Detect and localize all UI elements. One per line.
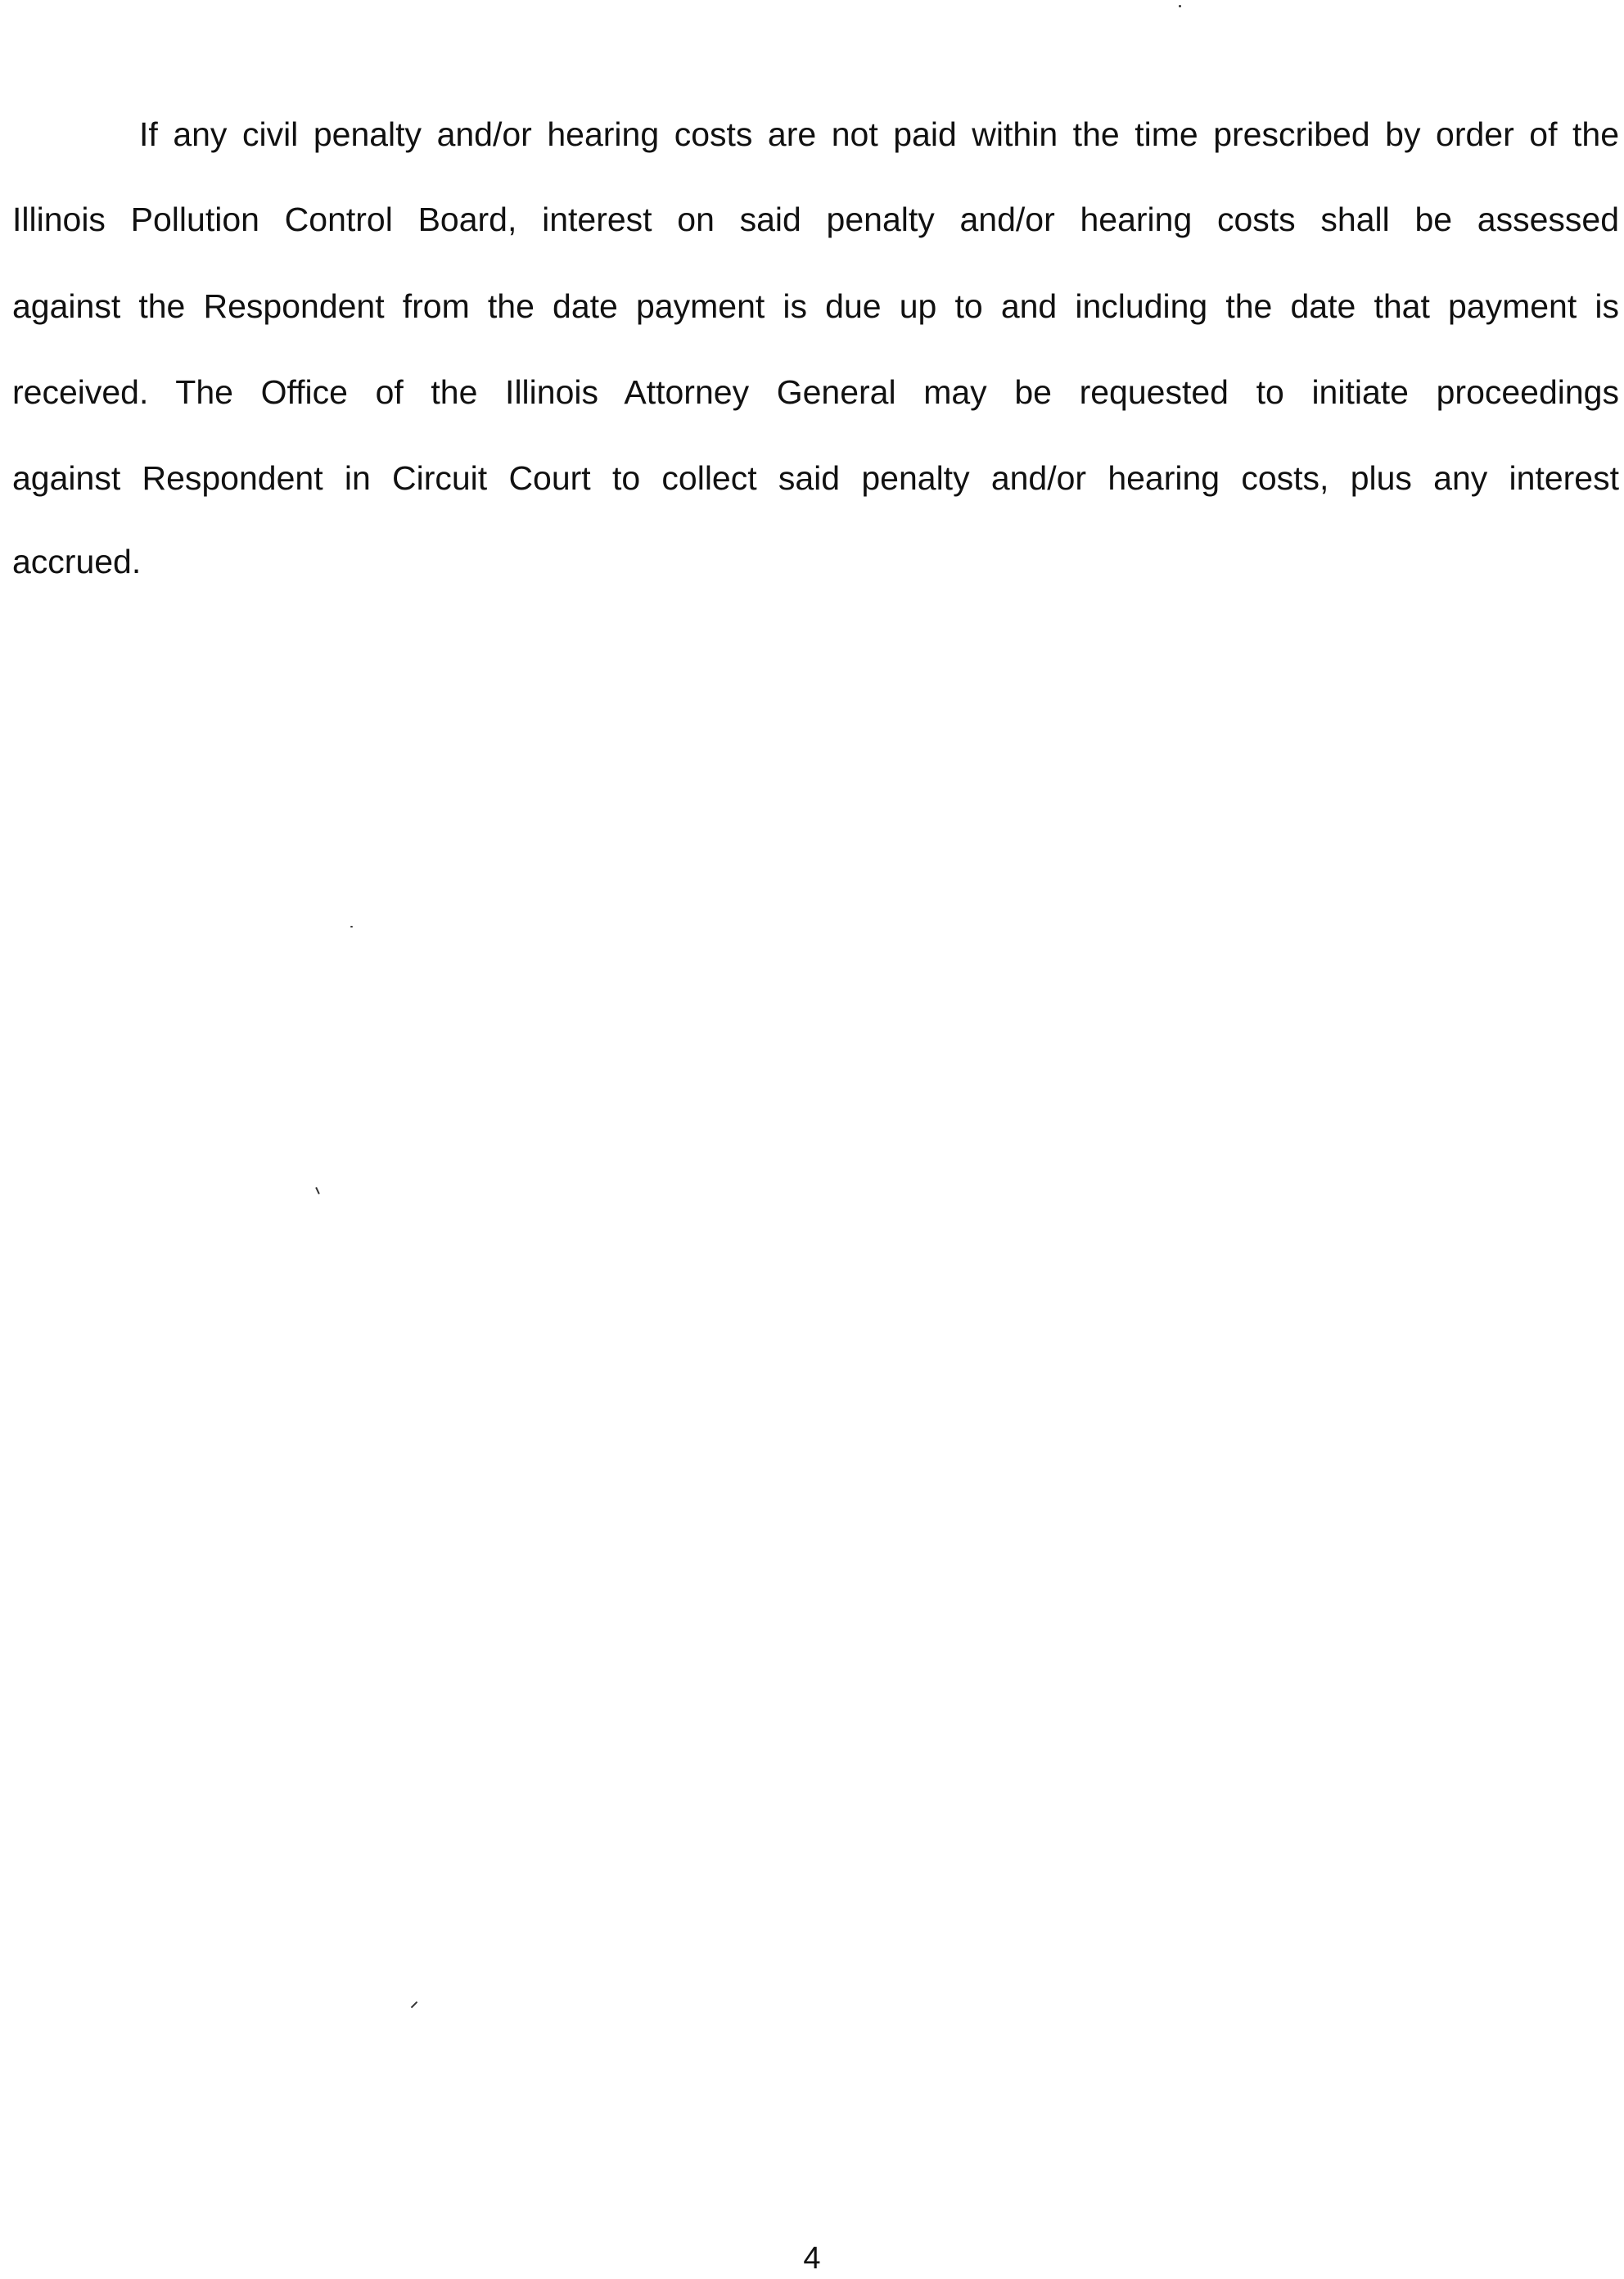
paragraph-line: against the Respondent from the date payment is due up to and including the date that payment is [12,287,1619,325]
page-number: 4 [803,2241,821,2276]
paragraph-line: accrued. [12,543,142,580]
paragraph-line: If any civil penalty and/or hearing costs are not paid within the time prescribed by order of the [139,115,1619,153]
scan-speck [350,926,353,927]
scan-speck [411,2001,417,2008]
paragraph-line: Illinois Pollution Control Board, interest on said penalty and/or hearing costs shall be assessed [12,201,1619,238]
scan-speck [315,1187,320,1194]
paragraph-line: against Respondent in Circuit Court to collect said penalty and/or hearing costs, plus any interest [12,459,1619,497]
paragraph [0,0,1624,589]
paragraph-line: received. The Office of the Illinois Attorney General may be requested to initiate proceedings [12,373,1619,411]
